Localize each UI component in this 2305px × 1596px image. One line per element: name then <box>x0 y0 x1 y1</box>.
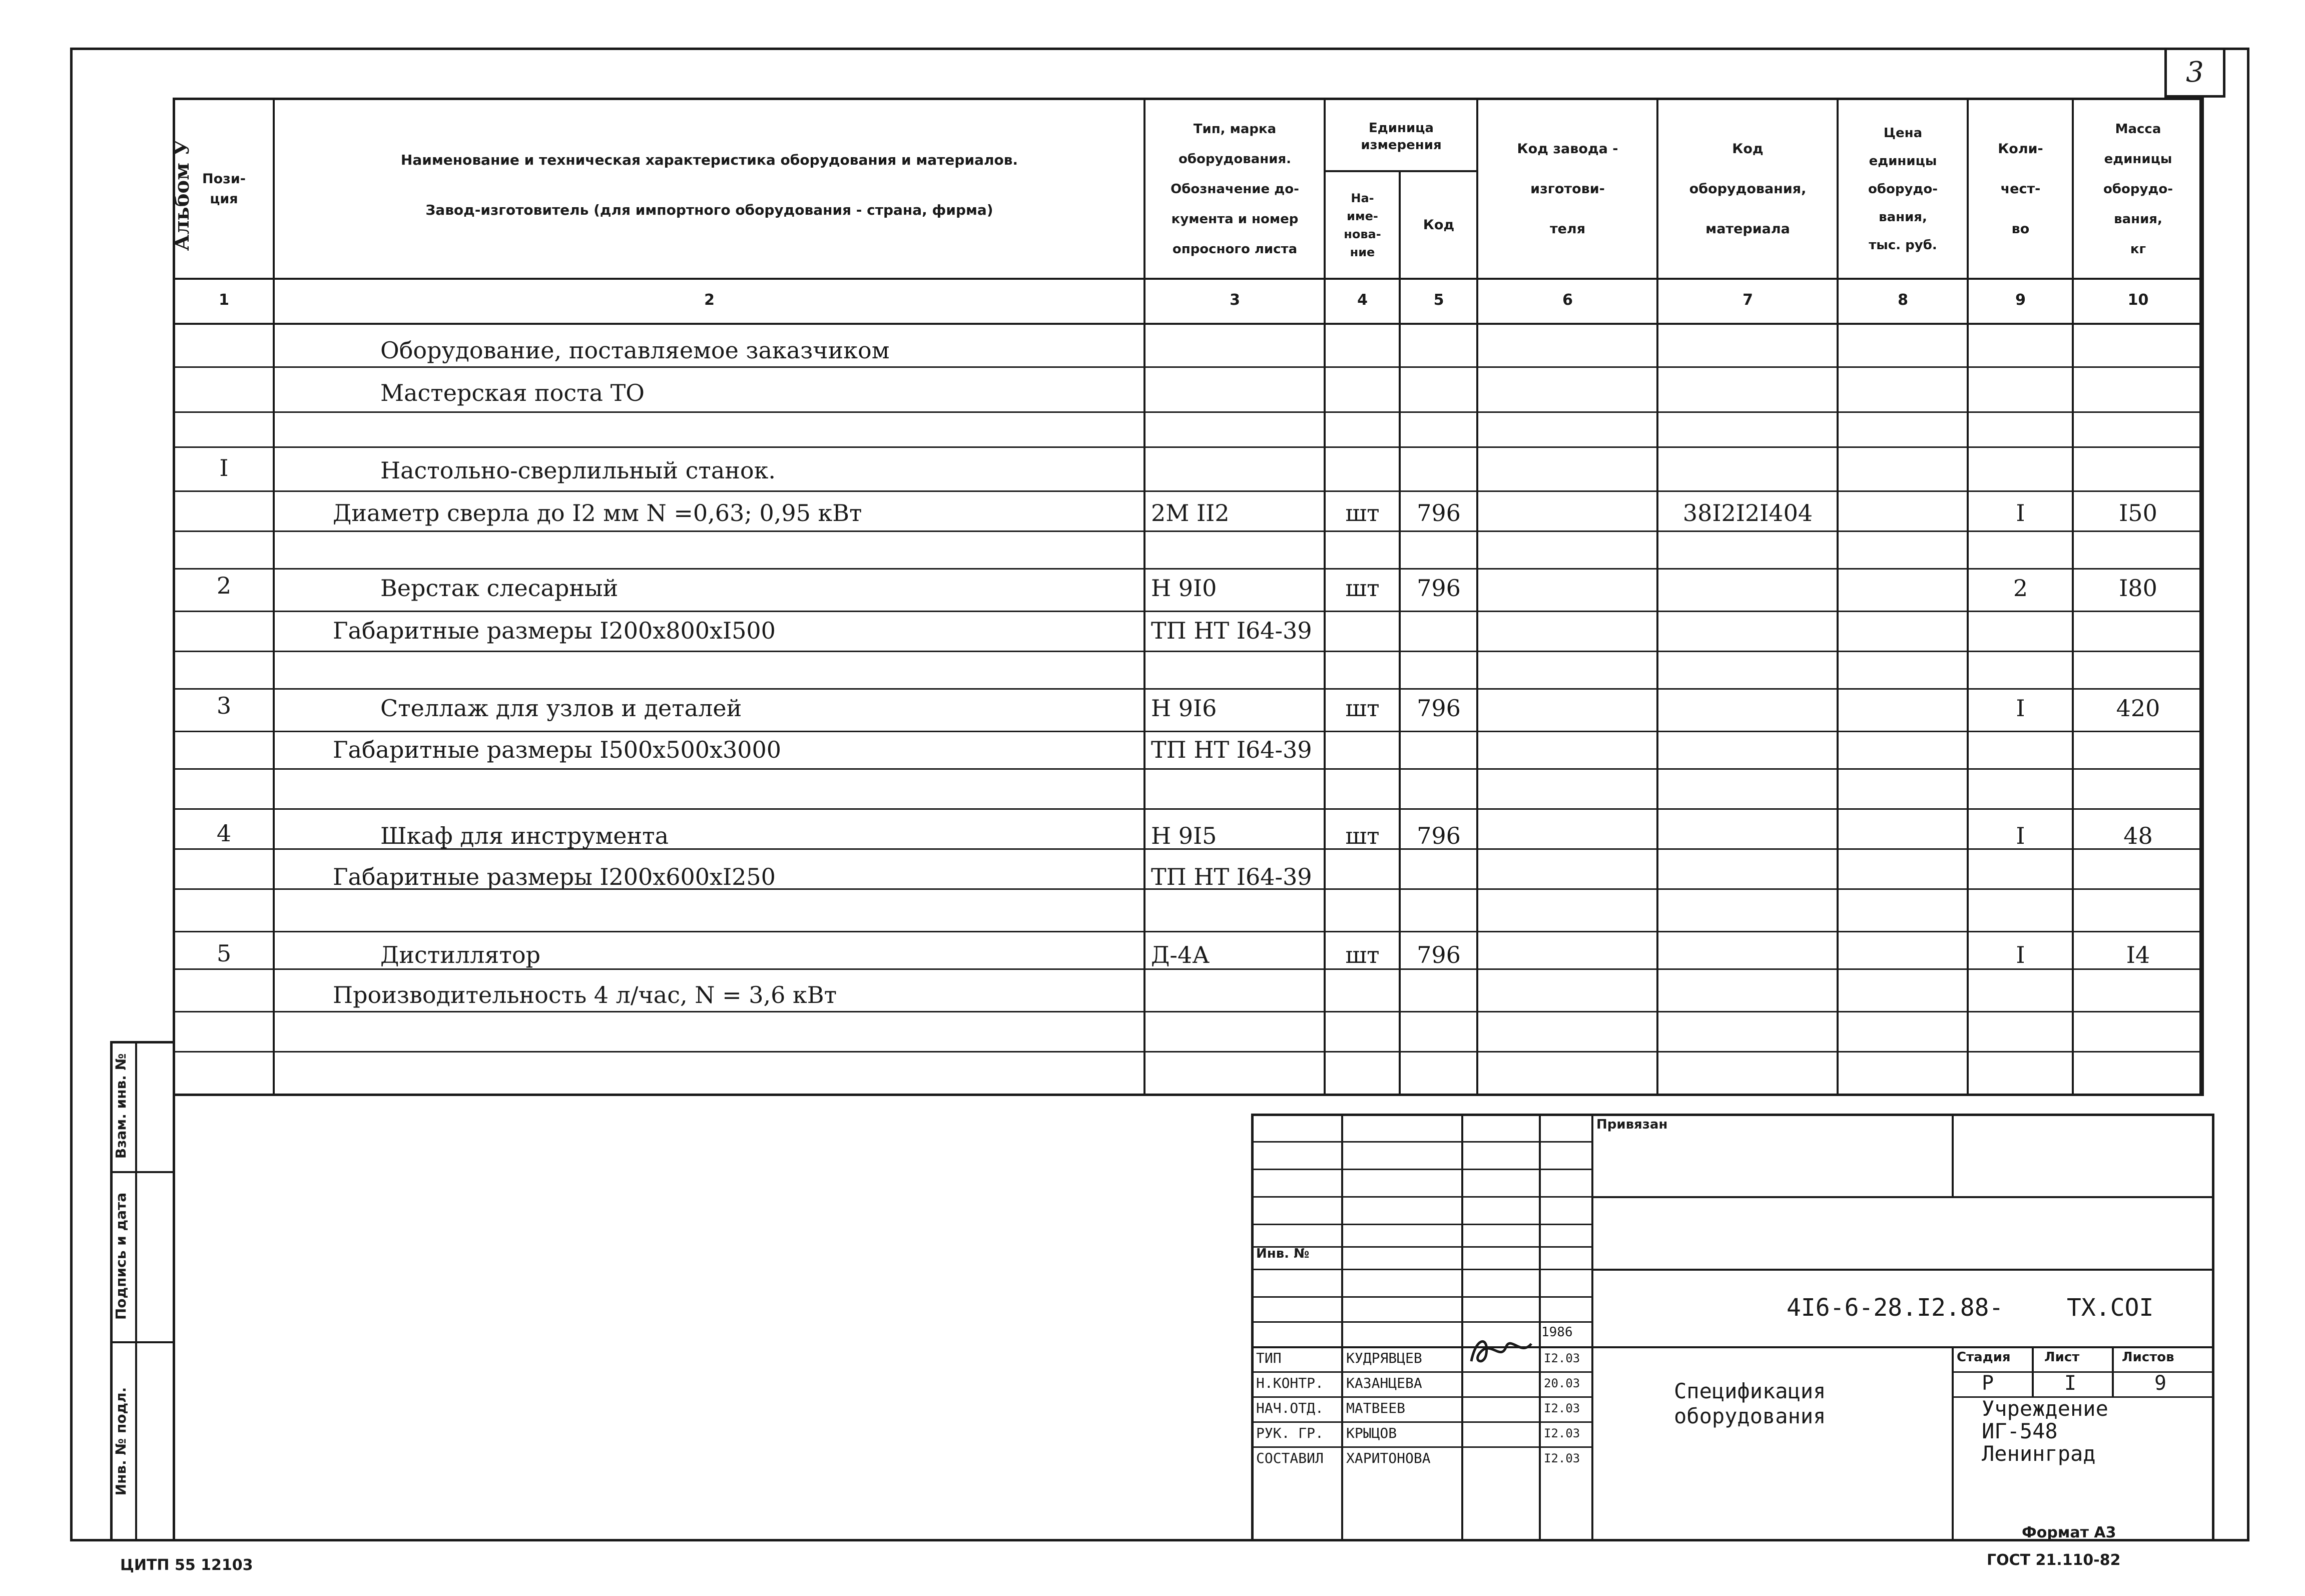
row-name: Диаметр сверла до I2 мм N =0,63; 0,95 кВт <box>333 499 862 526</box>
row-unit: шт <box>1345 822 1380 849</box>
footer-left-code: ЦИТП 55 12103 <box>120 1556 253 1574</box>
row-type: 2М II2 <box>1151 499 1230 526</box>
sheets-header: Листов <box>2122 1350 2174 1365</box>
col-number: 7 <box>1743 291 1753 309</box>
row-position: 4 <box>216 820 232 847</box>
row-type: ТП НТ I64-39 <box>1151 617 1312 644</box>
row-position: 5 <box>216 940 232 967</box>
header-unit: Единица измерения <box>1361 120 1442 153</box>
sheet-header: Лист <box>2044 1350 2080 1365</box>
col-number: 4 <box>1357 291 1368 309</box>
row-name: Габаритные размеры I200x800xI500 <box>333 617 776 644</box>
row-name: Стеллаж для узлов и деталей <box>380 695 742 722</box>
document-suffix: ТХ.СОI <box>2067 1294 2154 1322</box>
row-quantity: I <box>2016 695 2025 722</box>
document-title-1: Спецификация <box>1674 1379 1826 1403</box>
row-name: Габаритные размеры I200x600xI250 <box>333 863 776 890</box>
row-code: 796 <box>1417 695 1461 722</box>
person-name: МАТВЕЕВ <box>1346 1400 1406 1416</box>
sheets-value: 9 <box>2154 1372 2167 1395</box>
row-mass: I4 <box>2126 941 2150 968</box>
inv-no-label: Инв. № <box>1256 1246 1310 1261</box>
col-number: 5 <box>1433 291 1444 309</box>
row-mass: 420 <box>2116 695 2160 722</box>
date: I2.03 <box>1544 1426 1580 1440</box>
header-price: Цена единицы оборудо- вания, тыс. руб. <box>1868 125 1938 253</box>
row-position: 2 <box>216 572 232 599</box>
side-label-inv-podl: Инв. № подл. <box>113 1387 129 1496</box>
header-unit-name: На- име- нова- ние <box>1344 191 1381 259</box>
document-code: 4I6-6-28.I2.88- <box>1787 1294 2004 1322</box>
row-unit: шт <box>1345 575 1380 602</box>
col-number: 10 <box>2127 291 2149 309</box>
privyazan-label: Привязан <box>1596 1117 1668 1132</box>
row-name: Габаритные размеры I500x500x3000 <box>333 736 782 763</box>
row-code: 796 <box>1417 822 1461 849</box>
header-mass: Масса единицы оборудо- вания, кг <box>2103 121 2173 257</box>
organization-2: ИГ-548 <box>1982 1419 2058 1443</box>
row-type: Д-4А <box>1151 941 1210 968</box>
role: РУК. ГР. <box>1256 1425 1324 1441</box>
header-factory-code: Код завода - изготови- теля <box>1517 141 1618 237</box>
side-label-podpis: Подпись и дата <box>113 1192 129 1320</box>
row-type: Н 9I5 <box>1151 822 1217 849</box>
header-position: Пози- ция <box>202 171 246 207</box>
row-mass: I80 <box>2119 575 2157 602</box>
date: I2.03 <box>1544 1401 1580 1415</box>
col-number: 8 <box>1898 291 1908 309</box>
row-code: 796 <box>1417 575 1461 602</box>
row-type: ТП НТ I64-39 <box>1151 863 1312 890</box>
row-name: Верстак слесарный <box>380 575 619 602</box>
row-type: ТП НТ I64-39 <box>1151 736 1312 763</box>
person-name: ХАРИТОНОВА <box>1346 1450 1431 1466</box>
role: СОСТАВИЛ <box>1256 1450 1324 1466</box>
organization-3: Ленинград <box>1982 1441 2096 1466</box>
row-quantity: I <box>2016 499 2025 526</box>
row-position: 3 <box>216 692 232 719</box>
row-name: Мастерская поста ТО <box>380 379 645 406</box>
row-code: 796 <box>1417 941 1461 968</box>
person-name: КРЫЦОВ <box>1346 1425 1397 1441</box>
row-code: 796 <box>1417 499 1461 526</box>
date: I2.03 <box>1544 1351 1580 1365</box>
row-quantity: I <box>2016 822 2025 849</box>
row-name: Дистиллятор <box>380 941 540 968</box>
person-name: КУДРЯВЦЕВ <box>1346 1350 1422 1366</box>
row-name: Производительность 4 л/час, N = 3,6 кВт <box>333 981 837 1008</box>
header-equipment-code: Код оборудования, материала <box>1689 141 1807 237</box>
stage-value: Р <box>1982 1372 1994 1395</box>
row-name: Настольно-сверлильный станок. <box>380 457 776 484</box>
row-position: I <box>219 454 229 481</box>
role: НАЧ.ОТД. <box>1256 1400 1324 1416</box>
title-block <box>1251 1114 2214 1541</box>
col-number: 1 <box>219 291 229 309</box>
date: 20.03 <box>1544 1376 1580 1390</box>
person-name: КАЗАНЦЕВА <box>1346 1375 1422 1391</box>
header-unit-code: Код <box>1423 217 1455 233</box>
row-name: Оборудование, поставляемое заказчиком <box>380 337 890 364</box>
row-quantity: 2 <box>2013 575 2028 602</box>
stage-header: Стадия <box>1957 1350 2011 1365</box>
col-number: 6 <box>1562 291 1573 309</box>
header-type: Тип, марка оборудования. Обозначение до- кумента и номер опросного листа <box>1171 121 1299 257</box>
footer-format: Формат А3 <box>2022 1524 2116 1541</box>
row-unit: шт <box>1345 499 1380 526</box>
row-quantity: I <box>2016 941 2025 968</box>
header-name-line1: Наименование и техническая характеристика оборудования и материалов. <box>400 152 1018 168</box>
row-equipment-code: 38I2I2I404 <box>1682 499 1813 526</box>
role: Н.КОНТР. <box>1256 1375 1324 1391</box>
role: ТИП <box>1256 1350 1282 1366</box>
row-mass: I50 <box>2119 499 2157 526</box>
row-unit: шт <box>1345 695 1380 722</box>
sheet-number: 3 <box>2186 56 2204 89</box>
row-type: Н 9I0 <box>1151 575 1217 602</box>
footer-gost: ГОСТ 21.110-82 <box>1987 1551 2121 1569</box>
document-title-2: оборудования <box>1674 1404 1826 1428</box>
col-number: 9 <box>2015 291 2026 309</box>
organization-1: Учреждение <box>1982 1396 2108 1421</box>
sheet-value: I <box>2064 1372 2077 1395</box>
col-number: 2 <box>704 291 715 309</box>
signature-mark <box>1466 1331 1536 1371</box>
date: I2.03 <box>1544 1451 1580 1465</box>
header-quantity: Коли- чест- во <box>1998 141 2043 237</box>
header-name-line2: Завод-изготовитель (для импортного оборудования - страна, фирма) <box>425 202 993 218</box>
side-label-vzam: Взам. инв. № <box>113 1053 129 1159</box>
row-mass: 48 <box>2123 822 2153 849</box>
row-unit: шт <box>1345 941 1380 968</box>
col-number: 3 <box>1230 291 1240 309</box>
year: 1986 <box>1541 1325 1573 1340</box>
row-type: Н 9I6 <box>1151 695 1217 722</box>
album-label: Альбом У <box>170 139 194 251</box>
row-name: Шкаф для инструмента <box>380 822 669 849</box>
